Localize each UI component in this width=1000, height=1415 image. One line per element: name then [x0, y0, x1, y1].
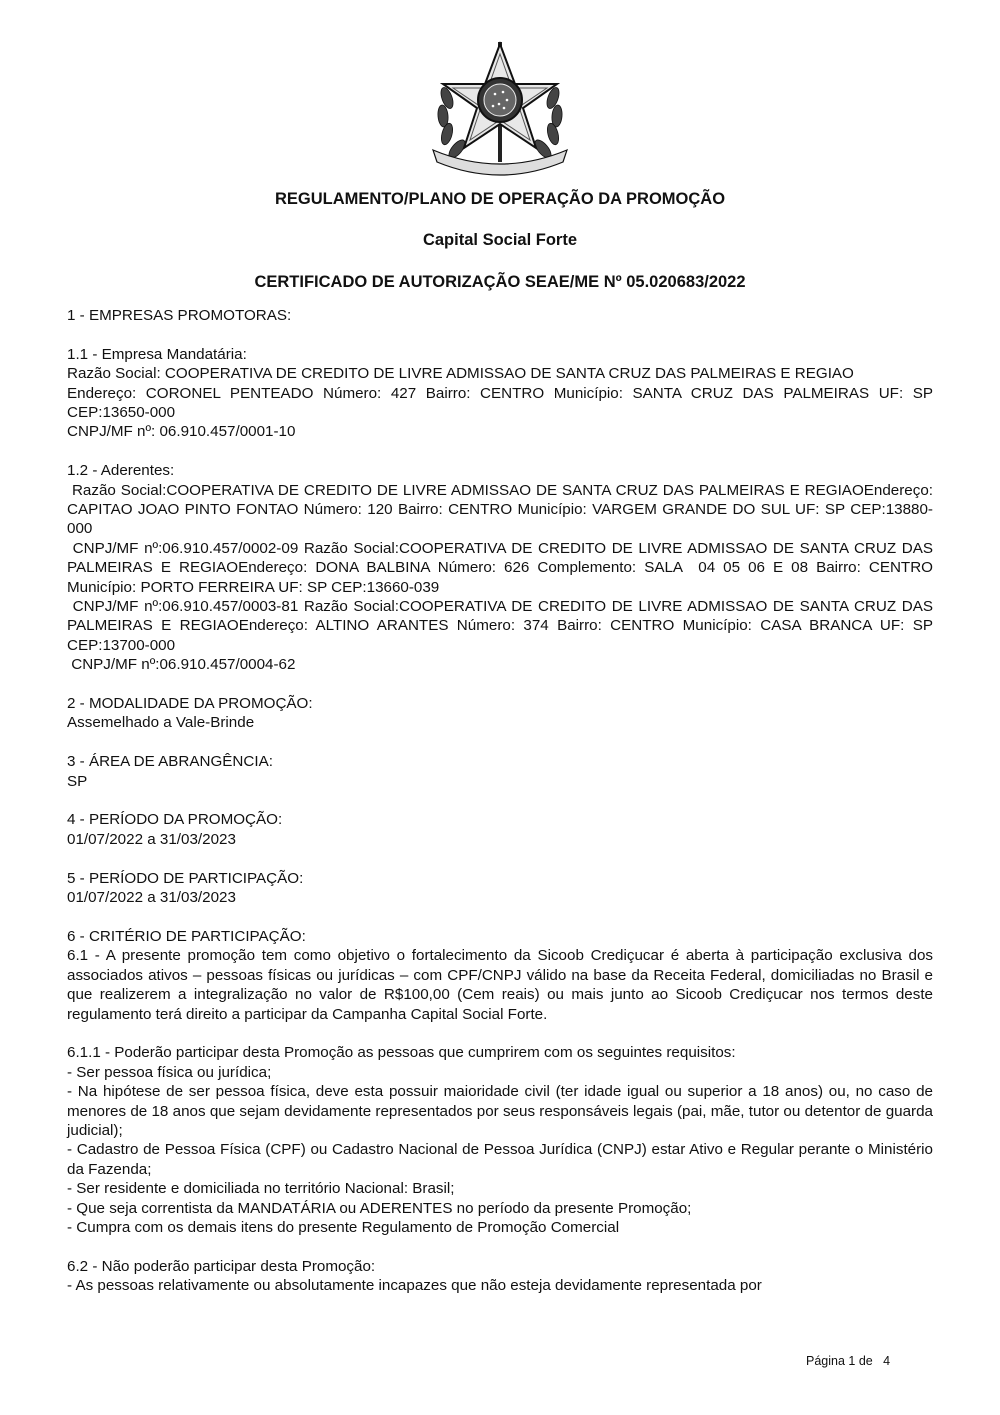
section-2-value: Assemelhado a Vale-Brinde [67, 714, 255, 732]
requirement-3: - Cadastro de Pessoa Física (CPF) ou Cadastro Nacional de Pessoa Jurídica (CNPJ) estar Ativo e Regular perante o Ministério da Fazenda; [67, 1141, 933, 1178]
requirement-6: - Cumpra com os demais itens do presente Regulamento de Promoção Comercial [67, 1218, 620, 1236]
paragraph-6-1: 6.1 - A presente promoção tem como objetivo o fortalecimento da Sicoob Crediçucar é aberta à participação exclusiva dos associados ativos – pessoas físicas ou jurídicas – com CPF/CNPJ válido na base da Receita Federal, domiciliadas no Brasil e que realizerem a integralização no valor de R$100,00 (Cem reais) ou mais junto ao Sicoob Crediçucar nos termos deste regulamento terá direito a participar da Campanha Capital Social Forte. [67, 947, 933, 1023]
requirement-4: - Ser residente e domiciliada no território Nacional: Brasil; [67, 1180, 455, 1198]
paragraph-6-2: 6.2 - Não poderão participar desta Promoção: [67, 1257, 376, 1275]
section-5-heading: 5 - PERÍODO DE PARTICIPAÇÃO: [67, 869, 304, 887]
section-6-heading: 6 - CRITÉRIO DE PARTICIPAÇÃO: [67, 927, 306, 945]
aderente-2: CNPJ/MF nº:06.910.457/0002-09 Razão Social:COOPERATIVA DE CREDITO DE LIVRE ADMISSAO DE SANTA CRUZ DAS PALMEIRAS E REGIAOEndereço: DONA BALBINA Número: 626 Complemento: SALA 04 05 06 E 08 Bairro: CENTRO Município: PORTO FERREIRA UF: SP CEP:13660-039 [67, 539, 938, 596]
regulation-body [67, 306, 938, 1296]
section-1-heading: 1 - EMPRESAS PROMOTORAS: [67, 307, 292, 324]
section-3-heading: 3 - ÁREA DE ABRANGÊNCIA: [67, 753, 273, 771]
document-title: REGULAMENTO/PLANO DE OPERAÇÃO DA PROMOÇÃO [274, 190, 726, 208]
section-4-heading: 4 - PERÍODO DA PROMOÇÃO: [67, 811, 283, 829]
paragraph-6-1-1: 6.1.1 - Poderão participar desta Promoção as pessoas que cumprirem com os seguintes requisitos: [67, 1044, 736, 1062]
section-2-heading: 2 - MODALIDADE DA PROMOÇÃO: [67, 695, 313, 713]
section-3-value: SP [67, 772, 88, 790]
section-1-1-heading: 1.1 - Empresa Mandatária: [67, 345, 247, 363]
aderente-1: Razão Social:COOPERATIVA DE CREDITO DE LIVRE ADMISSAO DE SANTA CRUZ DAS PALMEIRAS E REGIAOEndereço: CAPITAO JOAO PINTO FONTAO Número: 120 Bairro: CENTRO Município: VARGEM GRANDE DO SUL UF: SP CEP:13880-000 [67, 481, 938, 538]
coat-of-arms-icon [425, 38, 575, 176]
requirement-2: - Na hipótese de ser pessoa física, deve esta possuir maioridade civil (ter idade igual ou superior a 18 anos) ou, no caso de menores de 18 anos que sejam devidamente representados por seus responsáveis legais (pai, mãe, tutor ou detentor de guarda judicial); [67, 1083, 933, 1139]
section-5-value: 01/07/2022 a 31/03/2023 [67, 889, 236, 907]
mandataria-cnpj: CNPJ/MF nº: 06.910.457/0001-10 [67, 423, 296, 441]
requirement-1: - Ser pessoa física ou jurídica; [67, 1063, 272, 1081]
section-1-2-heading: 1.2 - Aderentes: [67, 462, 175, 480]
mandataria-endereco: Endereço: CORONEL PENTEADO Número: 427 Bairro: CENTRO Município: SANTA CRUZ DAS PALMEIRAS UF: SP CEP:13650-000 [67, 384, 933, 422]
mandataria-razao-social: Razão Social: COOPERATIVA DE CREDITO DE LIVRE ADMISSAO DE SANTA CRUZ DAS PALMEIRAS E REGIAO [67, 365, 854, 383]
requirement-5: - Que seja correntista da MANDATÁRIA ou ADERENTES no período da presente Promoção; [67, 1199, 692, 1217]
aderente-3: CNPJ/MF nº:06.910.457/0003-81 Razão Social:COOPERATIVA DE CREDITO DE LIVRE ADMISSAO DE SANTA CRUZ DAS PALMEIRAS E REGIAOEndereço: ALTINO ARANTES Número: 374 Bairro: CENTRO Município: CASA BRANCA UF: SP CEP:13700-000 [67, 598, 938, 654]
page-number: Página 1 de 4 [806, 1354, 891, 1368]
certificate-number: CERTIFICADO DE AUTORIZAÇÃO SEAE/ME Nº 05.020683/2022 [254, 273, 746, 291]
exclusion-1: - As pessoas relativamente ou absolutamente incapazes que não esteja devidamente representada por [67, 1277, 762, 1295]
section-4-value: 01/07/2022 a 31/03/2023 [67, 830, 236, 848]
promotion-name: Capital Social Forte [422, 231, 578, 249]
aderente-last-cnpj: CNPJ/MF nº:06.910.457/0004-62 [67, 656, 296, 674]
